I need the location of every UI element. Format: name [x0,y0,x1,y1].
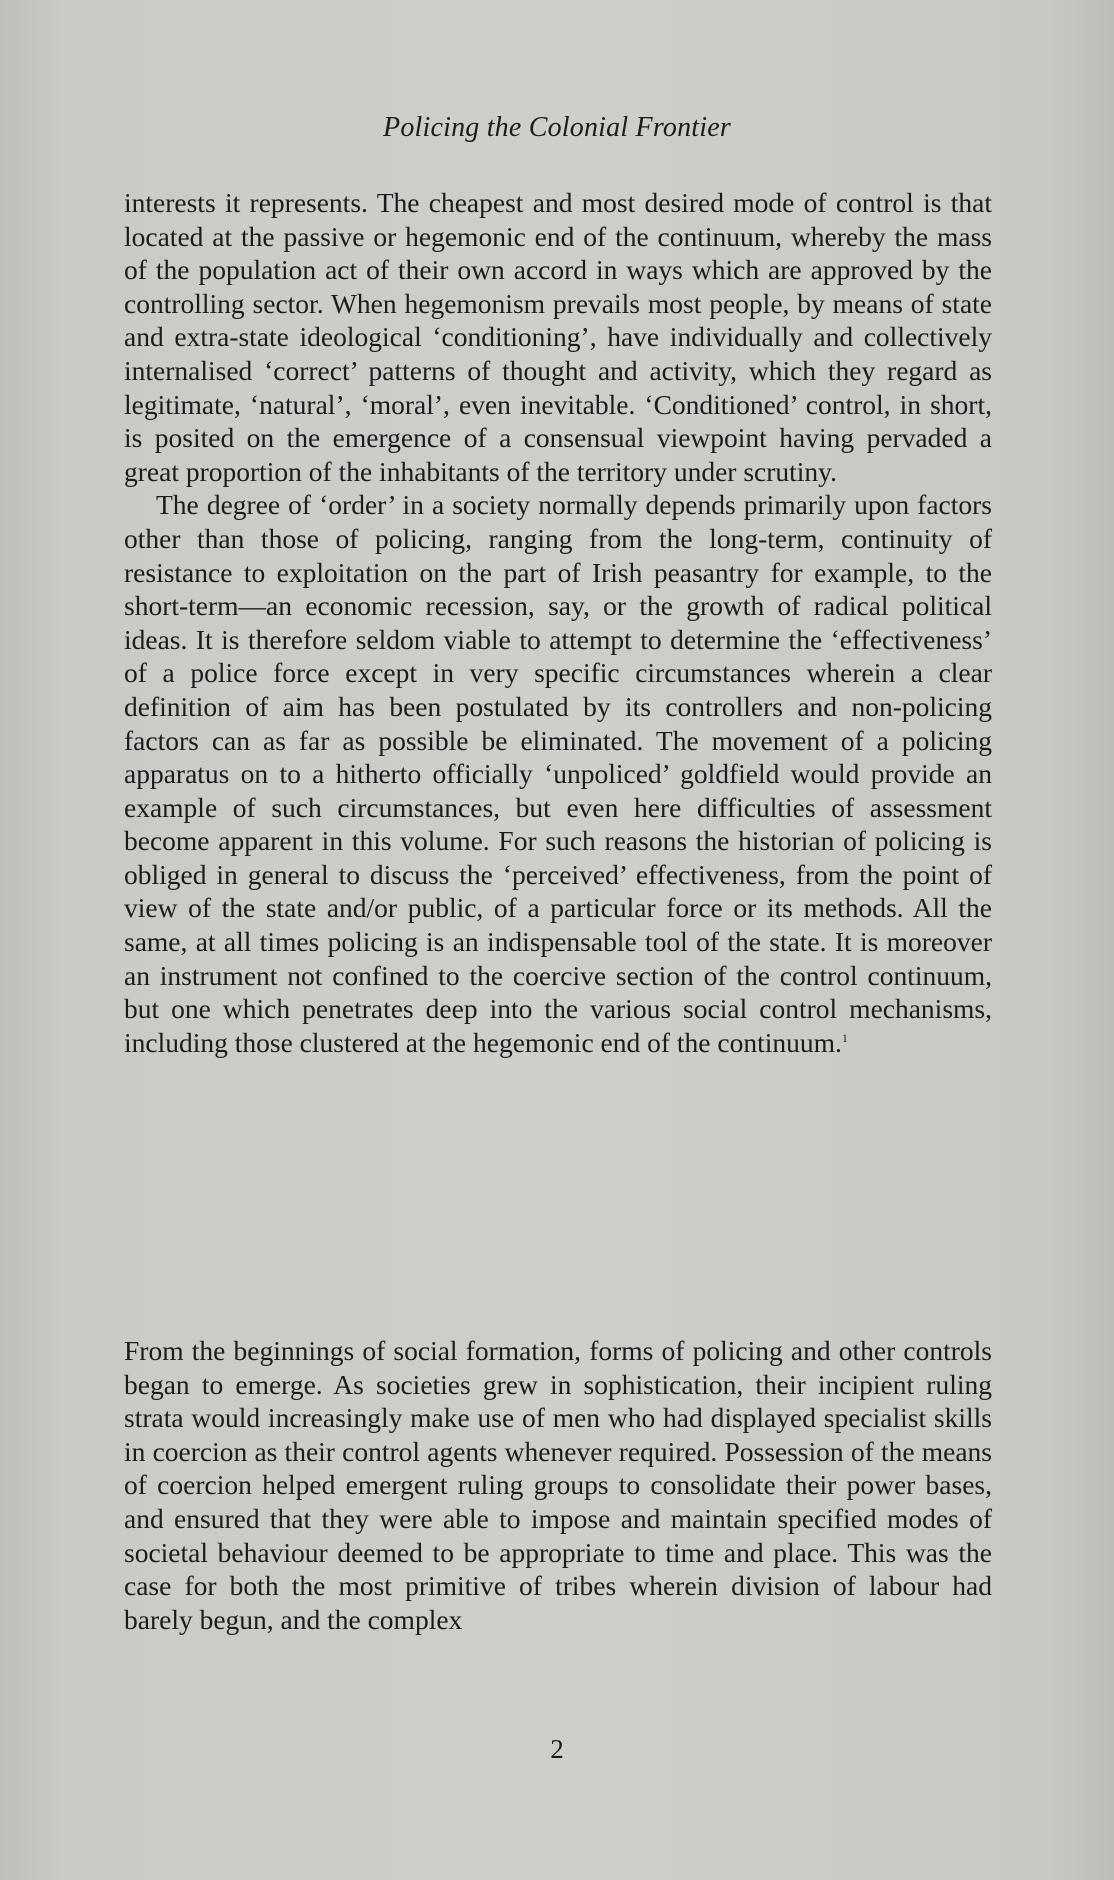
paragraph-2-text: The degree of ‘order’ in a society normally depends primarily upon factors other than those of policing, ranging from the long-term, continuity of resistance to exploitation on the part of Irish peasantry for example, to the short-term—an economic recession, say, or the growth of radical political ideas. It is therefore seldom viable to attempt to determine the ‘effectiveness’ of a police force except in very specific circumstances wherein a clear definition of aim has been postulated by its controllers and non-policing factors can as far as possible be eliminated. The movement of a policing apparatus on to a hitherto officially ‘unpoliced’ goldfield would provide an example of such circumstances, but even here difficulties of assessment become apparent in this volume. For such reasons the historian of policing is obliged in general to discuss the ‘perceived’ effectiveness, from the point of view of the state and/or public, of a particular force or its methods. All the same, at all times policing is an indispensable tool of the state. It is moreover an instrument not confined to the coercive section of the control continuum, but one which penetrates deep into the various social control mechanisms, including those clustered at the hegemonic end of the continuum. [124,489,992,1058]
paragraph-2 [124,488,992,1059]
footnote-marker: 1 [841,1030,848,1045]
page-number: 2 [550,1734,564,1764]
paragraph-1-text: interests it represents. The cheapest and most desired mode of control is that located at the passive or hegemonic end of the continuum, whereby the mass of the population act of their own accord in ways which are approved by the controlling sector. When hegemonism prevails most people, by means of state and extra-state ideological ‘conditioning’, have individually and collectively internalised ‘correct’ patterns of thought and activity, which they regard as legitimate, ‘natural’, ‘moral’, even inevitable. ‘Conditioned’ control, in short, is posited on the emergence of a consensual viewpoint having pervaded a great proportion of the inhabitants of the territory under scrutiny. [124,187,992,487]
text-section-2 [124,1334,992,1636]
running-head: Policing the Colonial Frontier [383,112,731,143]
paragraph-3-text: From the beginnings of social formation, forms of policing and other controls began to emerge. As societies grew in sophistication, their incipient ruling strata would increasingly make use of men who had displayed specialist skills in coercion as their control agents whenever required. Possession of the means of coercion helped emergent ruling groups to consolidate their power bases, and ensured that they were able to impose and maintain specified modes of societal behaviour deemed to be appropriate to time and place. This was the case for both the most primitive of tribes wherein division of labour had barely begun, and the complex [124,1335,992,1635]
paragraph-3 [124,1334,992,1636]
paragraph-1 [124,186,992,488]
text-section-1 [124,186,992,1059]
